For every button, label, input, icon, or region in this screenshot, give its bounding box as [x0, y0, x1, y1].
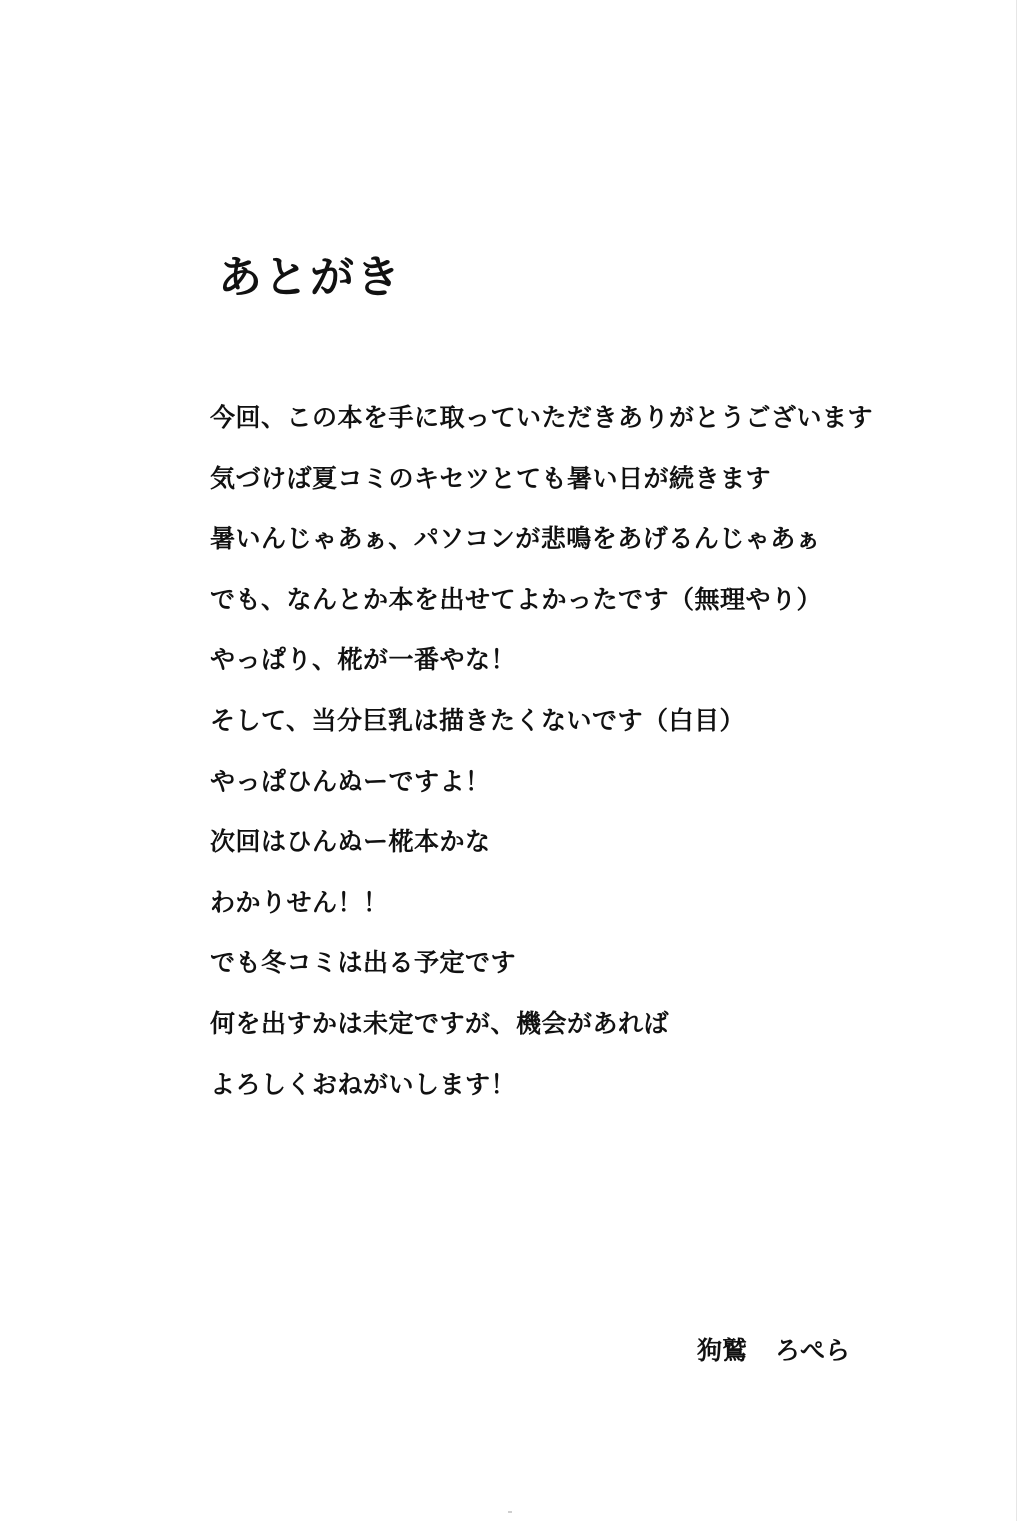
page-edge-line: [1016, 0, 1017, 1521]
body-line-12: よろしくおねがいします！: [210, 1069, 517, 1099]
body-line-2: 気づけば夏コミのキセツとても暑い日が続きます: [210, 463, 772, 493]
body-line-6: そして、当分巨乳は描きたくないです（白目）: [210, 705, 746, 735]
afterword-title: あとがき: [218, 252, 402, 303]
body-line-8: 次回はひんぬー椛本かな: [210, 827, 491, 857]
body-line-10: でも冬コミは出る予定です: [210, 948, 517, 978]
body-line-5: やっぱり、椛が一番やな！: [210, 645, 517, 675]
circle-name: 狗鷲: [697, 1336, 748, 1365]
page-bottom-mark: [508, 1511, 512, 1513]
body-line-11: 何を出すかは未定ですが、機会があれば: [210, 1008, 670, 1038]
body-line-7: やっぱひんぬーですよ！: [210, 766, 491, 796]
author-name: ろぺら: [775, 1336, 851, 1365]
body-line-1: 今回、この本を手に取っていただきありがとうございます: [210, 403, 874, 432]
author-signature: [697, 1333, 850, 1369]
body-line-9: わかりせん！！: [210, 887, 389, 917]
body-line-4: でも、なんとか本を出せてよかったです（無理やり）: [210, 584, 823, 614]
afterword-body: [210, 400, 910, 1127]
body-line-3: 暑いんじゃあぁ、パソコンが悲鳴をあげるんじゃあぁ: [210, 524, 822, 554]
